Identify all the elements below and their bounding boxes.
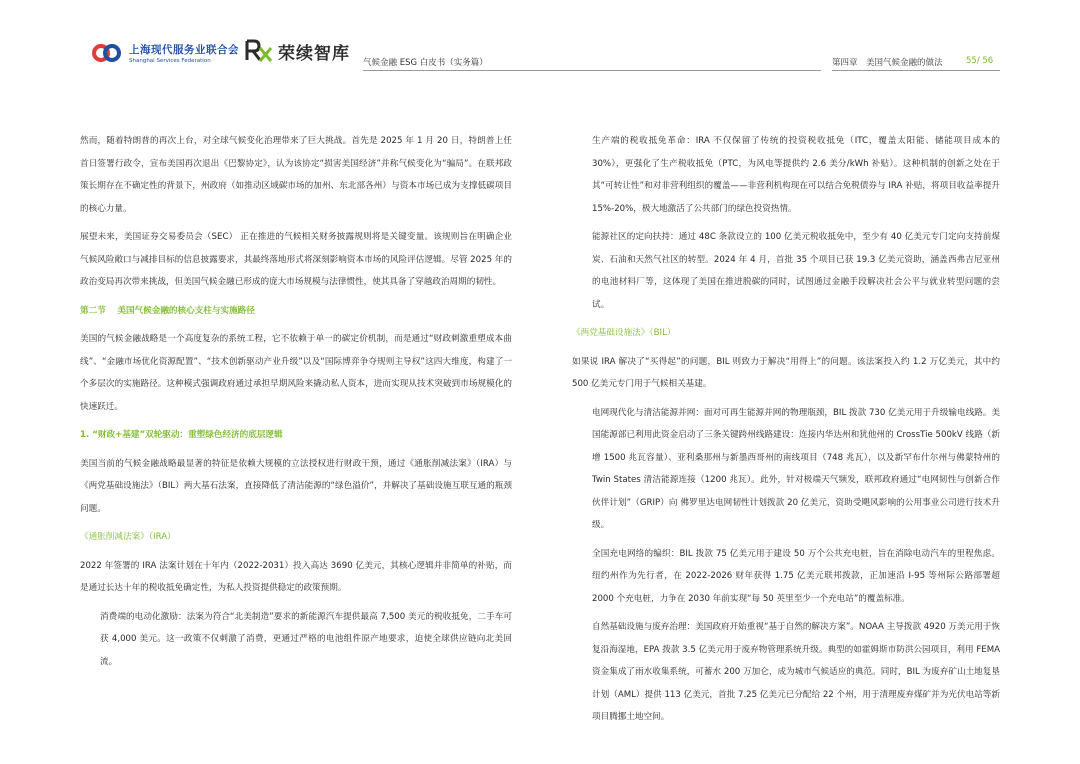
document-title: 气候金融 ESG 白皮书（实务篇） xyxy=(363,58,488,68)
page-number: 55/ 56 xyxy=(966,56,994,66)
paragraph: 如果说 IRA 解决了“买得起”的问题，BIL 则致力于解决“用得上”的问题。该法案投入约 1.2 万亿美元，其中约 500 亿美元专门用于气候相关基建。 xyxy=(572,356,1000,389)
paragraph-indented: 能源社区的定向扶持：通过 48C 条款设立的 100 亿美元税收抵免中，至少有 40 亿美元专门定向支持前煤炭、石油和天然气社区的转型。2024 年 4 月，首批 35 个项目已获 19.3 亿美元资助，涵盖西弗吉尼亚州的电池材料厂等，这体现了美国在推进脱碳的同时，试图通过金融手段解决社会公平与就业转型问题的尝试。 xyxy=(592,232,1000,310)
org-name-cn: 上海现代服务业联合会 xyxy=(129,44,239,56)
paragraph: 美国当前的气候金融战略最显著的特征是依赖大规模的立法授权进行财政干预，通过《通胀削减法案》（IRA）与《两党基础设施法》（BIL）两大基石法案，直接降低了清洁能源的“绿色溢价”，并解决了基础设施互联互通的瓶颈问题。 xyxy=(80,458,512,514)
right-column xyxy=(572,130,1000,735)
paragraph: 2022 年签署的 IRA 法案计划在十年内（2022-2031）投入高达 3690 亿美元，其核心逻辑并非简单的补贴，而是通过长达十年的税收抵免确定性，为私人投资提供稳定的政策预期。 xyxy=(80,560,512,593)
paragraph-indented: 生产端的税收抵免革命：IRA 不仅保留了传统的投资税收抵免（ITC，覆盖太阳能、储能项目成本的 30%），更强化了生产税收抵免（PTC，为风电等提供约 2.6 美分/kWh 补贴）。这种机制的创新之处在于其“可转让性”和对非营利组织的覆盖——非营利机构现在可以结合免税债券与 IRA 补贴，将项目收益率提升 15%-20%，极大地激活了公共部门的绿色投资热情。 xyxy=(592,136,1000,214)
paragraph: 然而，随着特朗普的再次上台，对全球气候变化治理带来了巨大挑战。首先是 2025 年 1 月 20 日，特朗普上任首日签署行政令，宣布美国再次退出《巴黎协定》，认为该协定“损害美国经济”并称气候变化为“骗局”。在联邦政策长期存在不确定性的背景下，州政府（如推动区域碳市场的加州、东北部各州）与资本市场已成为支撑低碳项目的核心力量。 xyxy=(80,136,512,214)
brand-name: 荣续智库 xyxy=(278,44,350,64)
rx-logo-icon xyxy=(245,38,273,64)
paragraph-indented: 消费端的电动化激励：法案为符合“北美制造”要求的新能源汽车提供最高 7,500 美元的税收抵免，二手车可获 4,000 美元。这一政策不仅刺激了消费，更通过严格的电池组件原产地要求，迫使全球供应链向北美回流。 xyxy=(100,611,512,667)
page-header xyxy=(0,0,1080,90)
paragraph: 展望未来，美国证券交易委员会（SEC） 正在推进的气候相关财务披露规则将是关键变量。该规则旨在明确企业气候风险敞口与减排目标的信息披露要求，其最终落地形式将深刻影响资本市场的风险评估逻辑。尽管 2025 年的政治变局再次带来挑战，但美国气候金融已形成的庞大市场规模与法律惯性，使其具备了穿越政治周期的韧性。 xyxy=(80,232,512,287)
section-heading: 第二节 美国气候金融的核心支柱与实施路径 xyxy=(80,305,255,316)
header-rule-left xyxy=(363,70,821,71)
law-heading-ira: 《通胀削减法案》（IRA） xyxy=(80,532,176,542)
subsection-heading: 1. “财政+基建”双轮驱动：重塑绿色经济的底层逻辑 xyxy=(80,430,283,440)
paragraph-indented: 电网现代化与清洁能源并网：面对可再生能源并网的物理瓶颈，BIL 拨款 730 亿美元用于升级输电线路。美国能源部已利用此资金启动了三条关键跨州线路建设：连接内华达州和犹他州的 CrossTie 500kV 线路（新增 1500 兆瓦容量）、亚利桑那州与新墨西哥州的南线项目（748 兆瓦），以及新罕布什尔州与佛蒙特州的 Twin States 清洁能源连接（1200 兆瓦）。此外，针对极端天气频发，联邦政府通过“电网韧性与创新合作伙伴计划”（GRIP）向 佛罗里达电网韧性计划拨款 20 亿美元，资助受飓风影响的公用事业公司进行技术升级。 xyxy=(592,407,1000,530)
org-name-en: Shanghai Services Federation xyxy=(129,58,211,64)
ssf-logo-icon xyxy=(92,40,122,66)
paragraph: 美国的气候金融战略是一个高度复杂的系统工程，它不依赖于单一的碳定价机制，而是通过“财政刺激重塑成本曲线”、“金融市场优化资源配置”、“技术创新驱动产业升级”以及“国际博弈争夺规则主导权”这四大维度，构建了一个多层次的实施路径。这种模式强调政府通过承担早期风险来撬动私人资本，进而实现从技术突破到市场规模化的快速跃迁。 xyxy=(80,334,512,412)
chapter-title: 第四章 美国气候金融的做法 xyxy=(832,58,943,68)
header-rule-right xyxy=(832,70,1000,71)
law-heading-bil: 《两党基础设施法》（BIL） xyxy=(572,328,676,338)
paragraph-indented: 全国充电网络的编织：BIL 拨款 75 亿美元用于建设 50 万个公共充电桩，旨在消除电动汽车的里程焦虑。纽约州作为先行者，在 2022-2026 财年获得 1.75 亿美元联邦拨款，正加速沿 I-95 等州际公路部署超 2000 个充电桩，力争在 2030 年前实现“每 50 英里至少一个充电站”的覆盖标准。 xyxy=(592,548,1000,604)
ssf-logo-text xyxy=(129,42,239,64)
paragraph-indented: 自然基础设施与废弃治理：美国政府开始重视“基于自然的解决方案”。NOAA 主导拨款 4920 万美元用于恢复沿海湿地，EPA 拨款 3.5 亿美元用于废弃物管理系统升级。典型的如霍姆斯市防洪公园项目，利用 FEMA 资金集成了雨水收集系统，可蓄水 200 万加仑，成为城市气候适应的典范。同时，BIL 为废弃矿山土地复垦计划（AML）提供 113 亿美元，首批 7.25 亿美元已分配给 22 个州，用于清理废弃煤矿并为光伏电站等新项目腾挪土地空间。 xyxy=(592,622,1000,722)
left-column xyxy=(80,130,512,679)
